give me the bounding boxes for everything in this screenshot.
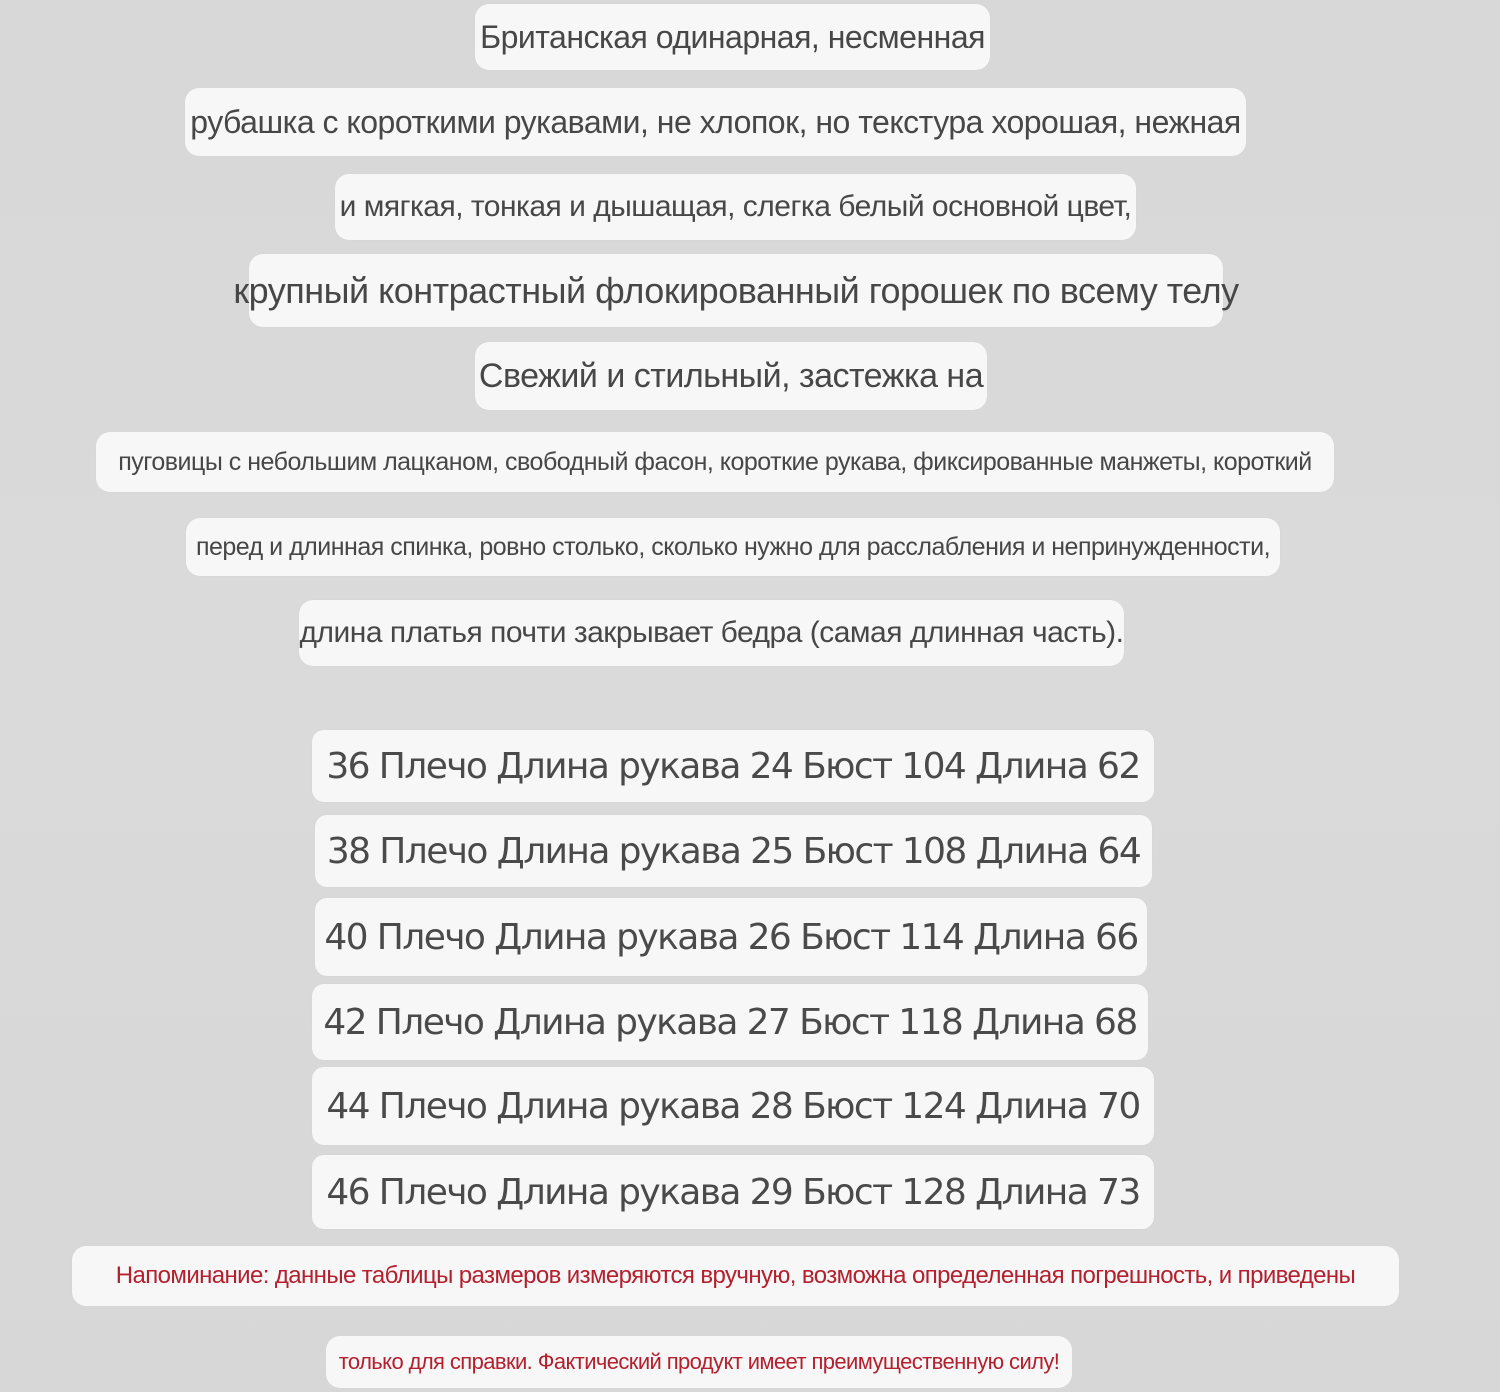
size-row: 40 Плечо Длина рукава 26 Бюст 114 Длина 66 — [315, 898, 1147, 976]
reminder-note: только для справки. Фактический продукт имеет преимущественную силу! — [326, 1336, 1072, 1388]
description-line: длина платья почти закрывает бедра (самая длинная часть). — [299, 600, 1124, 666]
description-line: и мягкая, тонкая и дышащая, слегка белый основной цвет, — [335, 174, 1136, 240]
description-line: пуговицы с небольшим лацканом, свободный фасон, короткие рукава, фиксированные манжеты, короткий — [96, 432, 1334, 492]
size-row: 46 Плечо Длина рукава 29 Бюст 128 Длина 73 — [312, 1155, 1154, 1229]
description-line: перед и длинная спинка, ровно столько, сколько нужно для расслабления и непринужденности, — [186, 518, 1280, 576]
description-line: рубашка с короткими рукавами, не хлопок, но текстура хорошая, нежная — [185, 88, 1246, 156]
description-line: Свежий и стильный, застежка на — [475, 342, 987, 410]
size-row: 44 Плечо Длина рукава 28 Бюст 124 Длина 70 — [312, 1067, 1154, 1145]
size-row: 38 Плечо Длина рукава 25 Бюст 108 Длина 64 — [315, 815, 1152, 887]
size-row: 42 Плечо Длина рукава 27 Бюст 118 Длина 68 — [312, 984, 1148, 1060]
description-line: Британская одинарная, несменная — [475, 4, 990, 70]
description-line: крупный контрастный флокированный горошек по всему телу — [249, 254, 1223, 327]
size-row: 36 Плечо Длина рукава 24 Бюст 104 Длина 62 — [312, 730, 1154, 802]
reminder-note: Напоминание: данные таблицы размеров измеряются вручную, возможна определенная погрешность, и приведены — [72, 1246, 1399, 1306]
